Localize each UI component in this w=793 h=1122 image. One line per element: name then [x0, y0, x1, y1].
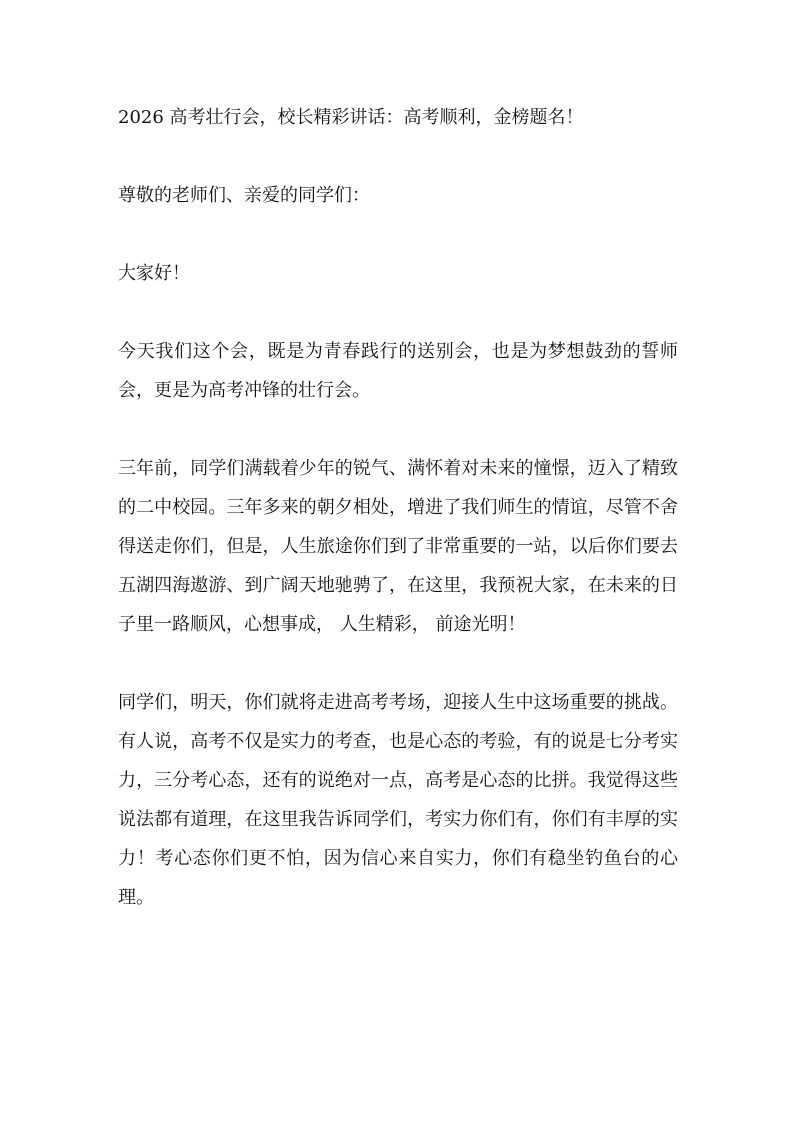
- paragraph-3: 同学们，明天，你们就将走进高考考场，迎接人生中这场重要的挑战。有人说，高考不仅是实力的考查，也是心态的考验，有的说是七分考实力，三分考心态，还有的说绝对一点，高考是心态的比拼。我觉得这些说法都有道理，在这里我告诉同学们，考实力你们有，你们有丰厚的实力！考心态你们更不怕，因为信心来自实力，你们有稳坐钓鱼台的心理。: [118, 692, 678, 908]
- greeting: 大家好！: [118, 263, 190, 284]
- paragraph-2: 三年前，同学们满载着少年的锐气、满怀着对未来的憧憬，迈入了精致的二中校园。三年多来的朝夕相处，增进了我们师生的情谊，尽管不舍得送走你们，但是，人生旅途你们到了非常重要的一站，以后你们要去五湖四海遨游、到广阔天地驰骋了，在这里，我预祝大家，在未来的日子里一路顺风，心想事成， 人生精彩， 前途光明！: [118, 458, 678, 635]
- paragraph-1: 今天我们这个会，既是为青春践行的送别会，也是为梦想鼓劲的誓师会，更是为高考冲锋的壮行会。: [118, 341, 678, 401]
- salutation: 尊敬的老师们、亲爱的同学们：: [118, 185, 370, 206]
- document-body: [118, 98, 678, 956]
- document-title: 2026 高考壮行会，校长精彩讲话：高考顺利，金榜题名！: [118, 107, 584, 128]
